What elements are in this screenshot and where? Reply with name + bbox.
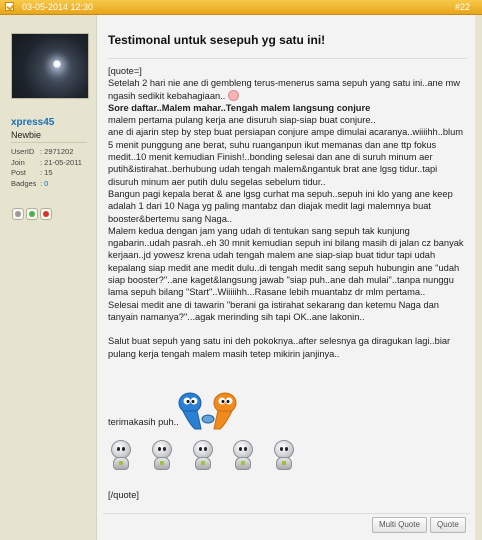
user-action-icons bbox=[12, 208, 54, 223]
paragraph-text: Setelah 2 hari nie ane di gembleng terus-menerus sama sepuh yang satu ini..ane mw ngasih sedikit kebahagiaan.. bbox=[108, 78, 460, 101]
quote-open-tag: [quote=] bbox=[108, 66, 142, 76]
stat-key: Post bbox=[11, 168, 27, 177]
post-number-link[interactable]: #22 bbox=[454, 2, 470, 12]
profile-icon[interactable] bbox=[12, 208, 24, 220]
stat-value: : 2971202 bbox=[40, 147, 74, 156]
stat-value: : 21-05-2011 bbox=[40, 157, 82, 167]
handshake-mascots-icon bbox=[173, 389, 243, 433]
stat-value: : 15 bbox=[40, 168, 53, 177]
paragraph: Selesai medit ane di tawarin "berani ga istirahat sekarang dan ketemu Naga dan tanyain namanya?"...agak merinding sih tapi OK..ane lakonin.. bbox=[108, 299, 439, 322]
footer-divider bbox=[103, 513, 470, 514]
paragraph: ane di ajarin step by step buat persiapan conjure ampe dimulai acaranya..wiiiihh..blum 5 menit punggung ane berat, suhu ruanganpun ikut memanas dan ane ttp fokus medit..10 menit kemudian Finish!..bonding selesai dan ane di suruh minum aer putih&istirahat..berhubung udah tengah malem&ngantuk brat ane lgsg tidur..tapi disuruh minum aer putih dulu segelas sebelum tidur.. bbox=[108, 127, 464, 187]
post-date: 03-05-2014 12:30 bbox=[22, 2, 94, 12]
stat-key: Badges bbox=[11, 178, 37, 188]
paragraph: Bangun pagi kepala berat & ane lgsg curhat ma sepuh..sepuh ini klo yang ane keep adalah 1 dari 10 Naga yg paling mantabz dan diajak medit lagi malemnya buat booster&bertemu sang Naga.. bbox=[108, 188, 453, 224]
quote-close-tag: [/quote] bbox=[108, 490, 140, 500]
robot-emoticon bbox=[108, 440, 134, 474]
message-icon[interactable] bbox=[26, 208, 38, 220]
multi-quote-button[interactable]: Multi Quote bbox=[372, 517, 427, 533]
robot-emoticon bbox=[190, 440, 216, 474]
report-icon[interactable] bbox=[40, 208, 52, 220]
robot-emoticon bbox=[271, 440, 297, 474]
blush-emoticon bbox=[228, 90, 239, 101]
quote-button[interactable]: Quote bbox=[430, 517, 466, 533]
paragraph bbox=[108, 77, 468, 102]
avatar[interactable] bbox=[11, 33, 89, 99]
robot-emoticon bbox=[149, 440, 175, 474]
user-sidebar bbox=[0, 15, 96, 540]
user-rank: Newbie bbox=[11, 130, 42, 140]
paragraph: malem pertama pulang kerja ane disuruh siap-siap buat conjure.. bbox=[108, 115, 376, 126]
user-stats bbox=[11, 147, 82, 189]
bold-heading: Sore daftar..Malem mahar..Tengah malem langsung conjure bbox=[108, 102, 371, 113]
paragraph: Malem kedua dengan jam yang udah di tentukan sang sepuh tak kunjung ngabarin..udah pasrah..eh 30 mnit kemudian sepuh ini bilang masih di jalan cz banyak kerjaan..jd yowesz krena udah tengah malem ane siap-siap buat tidur tapi udah kepalang siap medit ane medit dulu..di tengah medit sang sepuh hubungin ane "udah siap booster?"..ane kaget&langsung jawab "siap puh..ane dah mulai"..tanpa nunggu lama sepuh bilang "Start"..Wiiiiihh...Rasane lebih muantabz dr mlm pertama.. bbox=[108, 225, 464, 298]
post-content-panel bbox=[96, 15, 476, 540]
sidebar-divider bbox=[11, 142, 87, 143]
stat-key: UserID bbox=[11, 147, 35, 156]
thanks-text: terimakasih puh.. bbox=[108, 417, 179, 427]
username-link[interactable]: xpress45 bbox=[11, 117, 55, 128]
robot-emoticon bbox=[230, 440, 256, 474]
checkbox-icon[interactable] bbox=[5, 2, 14, 11]
post-title: Testimonal untuk sesepuh yg satu ini! bbox=[108, 33, 326, 47]
post-body bbox=[108, 65, 468, 360]
paragraph: Salut buat sepuh yang satu ini deh pokoknya..after selesnya ga diragukan lagi..biar pulang kerja tengah malem masih tetep mikirin janjinya.. bbox=[108, 336, 451, 359]
title-divider bbox=[108, 58, 467, 59]
right-edge-strip bbox=[475, 15, 482, 540]
badges-link[interactable]: : 0 bbox=[40, 178, 49, 188]
post-header-bar bbox=[0, 0, 482, 15]
stat-key: Join bbox=[11, 157, 25, 167]
